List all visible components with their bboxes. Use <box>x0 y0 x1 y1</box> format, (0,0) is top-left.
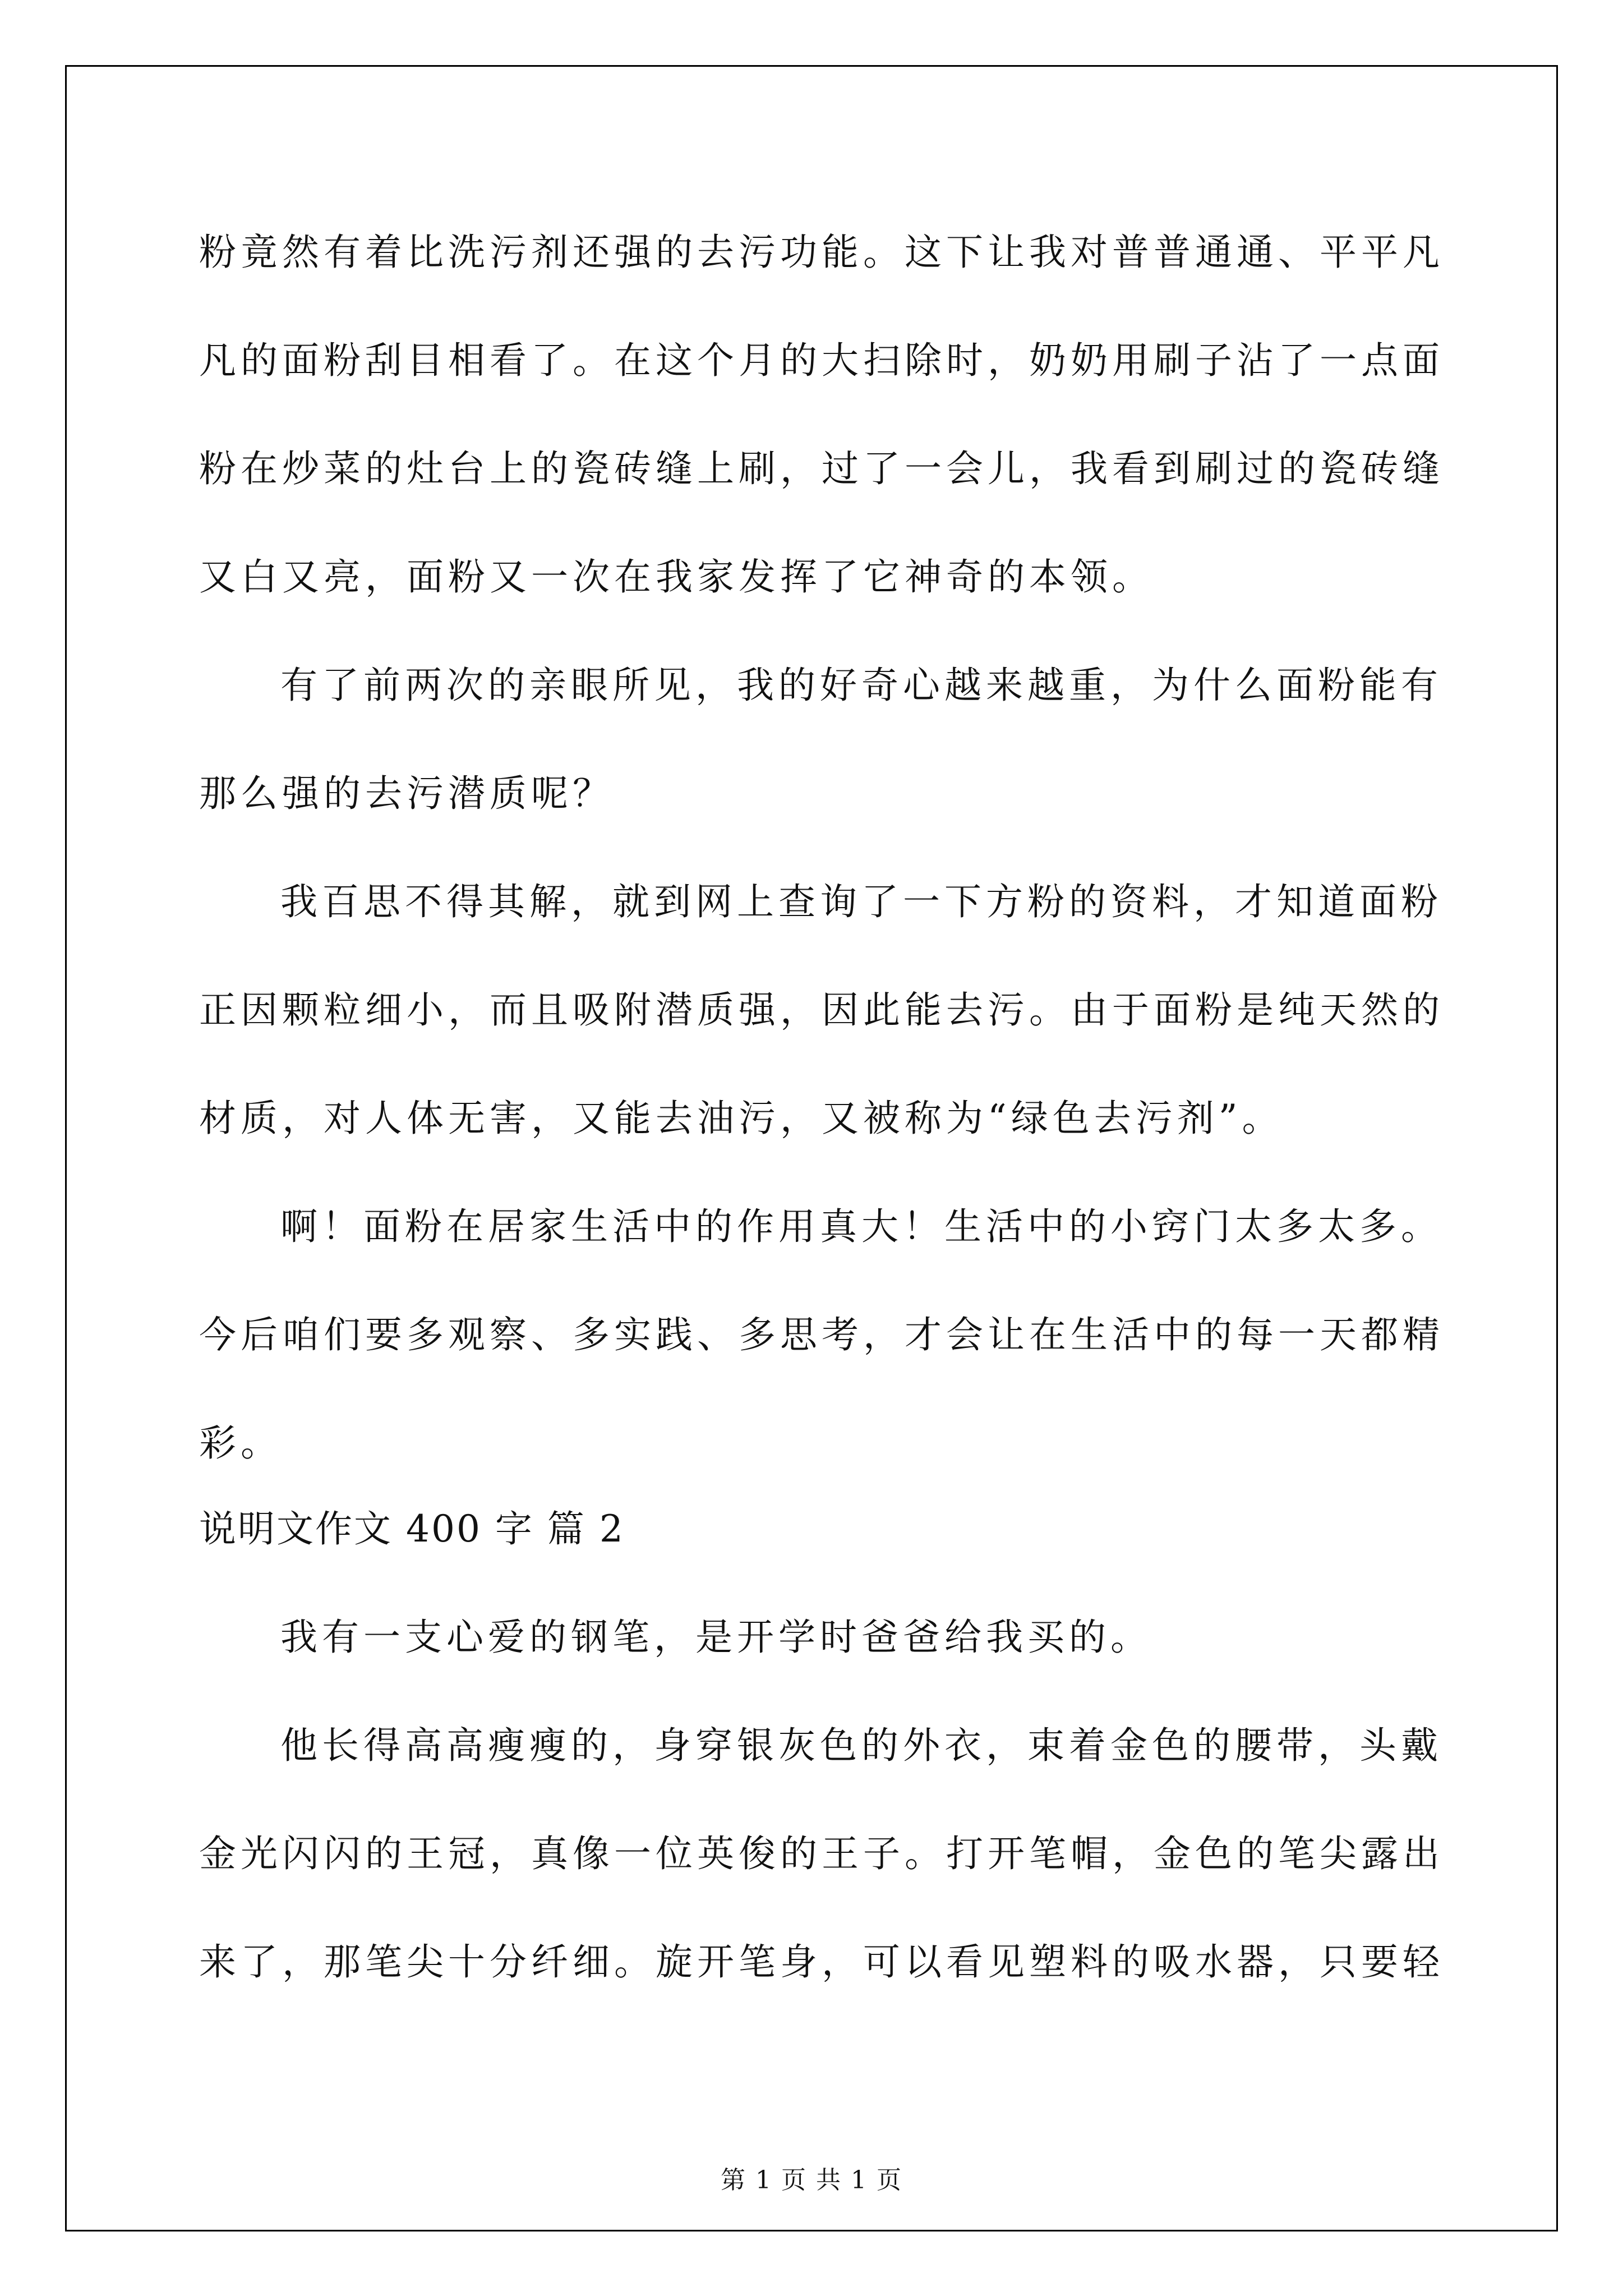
text-line: 正因颗粒细小，而且吸附潜质强，因此能去污。由于面粉是纯天然的 <box>199 988 1444 1032</box>
section-heading: 说明文作文 400 字 篇 2 <box>199 1507 625 1550</box>
text-line: 他长得高高瘦瘦的，身穿银灰色的外衣，束着金色的腰带，头戴 <box>280 1724 1442 1767</box>
text-line: 凡的面粉刮目相看了。在这个月的大扫除时，奶奶用刷子沾了一点面 <box>199 339 1444 382</box>
text-line: 今后咱们要多观察、多实践、多思考，才会让在生活中的每一天都精 <box>199 1313 1444 1356</box>
text-line: 粉竟然有着比洗污剂还强的去污功能。这下让我对普普通通、平平凡 <box>199 231 1444 274</box>
page-border <box>65 65 1558 2231</box>
text-line: 啊！面粉在居家生活中的作用真大！生活中的小窍门太多太多。 <box>280 1205 1442 1248</box>
text-line: 那么强的去污潜质呢？ <box>199 772 614 815</box>
text-line: 金光闪闪的王冠，真像一位英俊的王子。打开笔帽，金色的笔尖露出 <box>199 1832 1444 1875</box>
text-line: 我百思不得其解，就到网上查询了一下方粉的资料，才知道面粉 <box>280 880 1442 923</box>
text-line: 来了，那笔尖十分纤细。旋开笔身，可以看见塑料的吸水器，只要轻 <box>199 1940 1444 1984</box>
text-line: 又白又亮，面粉又一次在我家发挥了它神奇的本领。 <box>199 555 1154 599</box>
text-line: 我有一支心爱的钢笔，是开学时爸爸给我买的。 <box>280 1616 1152 1659</box>
text-line: 有了前两次的亲眼所见，我的好奇心越来越重，为什么面粉能有 <box>280 664 1442 707</box>
text-line: 彩。 <box>199 1421 282 1465</box>
page-footer: 第 1 页 共 1 页 <box>721 2166 902 2194</box>
text-line: 材质，对人体无害，又能去油污，又被称为“绿色去污剂”。 <box>199 1097 1284 1140</box>
text-line: 粉在炒菜的灶台上的瓷砖缝上刷，过了一会儿，我看到刷过的瓷砖缝 <box>199 447 1444 490</box>
